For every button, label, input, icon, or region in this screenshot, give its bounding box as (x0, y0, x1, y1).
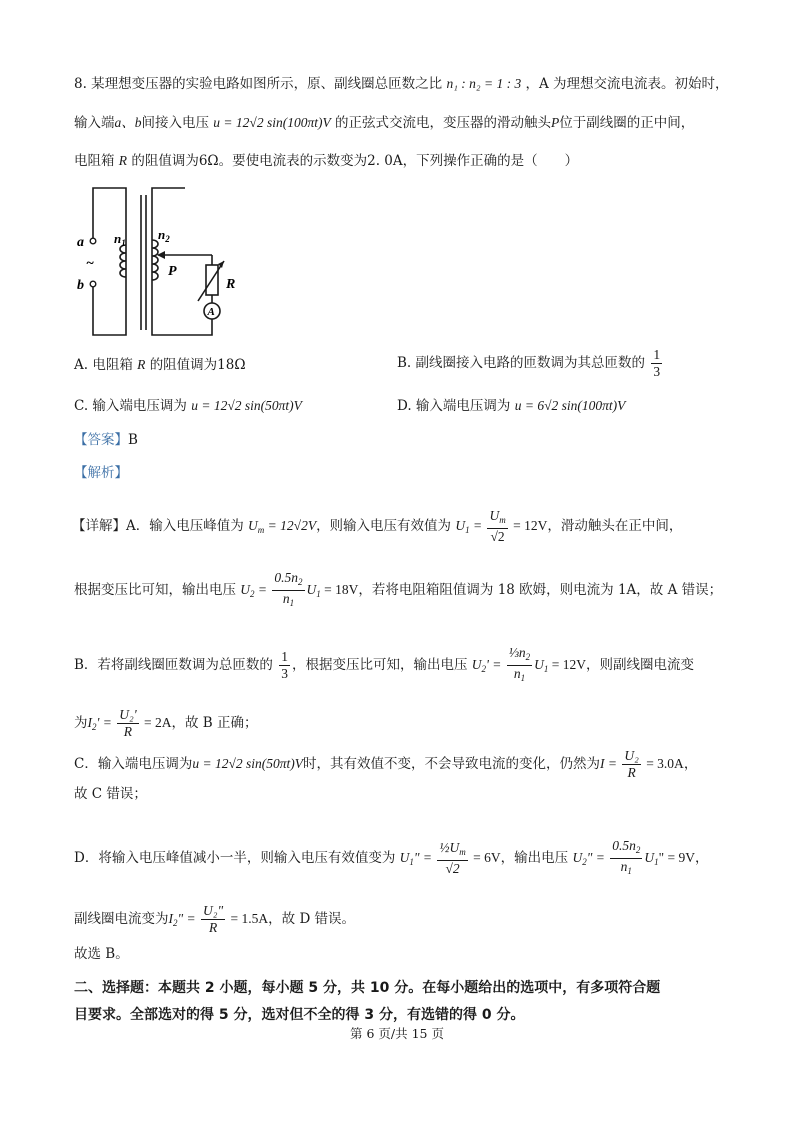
u1-expression: $U_1$ = (455, 518, 486, 535)
detail-text: D．将输入电压峰值减小一半，则输入电压有效值变为 (74, 850, 396, 866)
primary-coil (120, 245, 126, 277)
i2p-fraction: $\frac{\text{U₂'}}{R}$ (119, 707, 137, 739)
u2p-expression: $U_2'$ = (471, 657, 505, 674)
analysis-tag: 【解析】 (74, 465, 128, 481)
detail-text: ，则副线圈电流变 (586, 657, 695, 673)
detail-text: 副线圈电流变为 (74, 911, 169, 927)
detail-text: ，根据变压比可知，输出电压 (291, 657, 468, 673)
u2pp-value: " = 9V (658, 850, 695, 865)
detail-line-c2 (74, 784, 147, 804)
q-text: 输入端 (74, 115, 115, 131)
c-formula: u = 12√2 sin(50πt)V (192, 756, 303, 771)
detail-text: ，若将电阻箱阻值调为 18 欧姆，则电流为 1A，故 A 错误； (358, 582, 723, 598)
label-tilde: ~ (86, 256, 94, 271)
detail-text: ，输出电压 (500, 850, 569, 866)
detail-tag: 【详解】 (72, 518, 126, 534)
q-text: 位于副线圈的正中间， (559, 115, 695, 131)
detail-line-b2 (74, 707, 257, 740)
detail-text: ，滑动触头在正中间， (547, 518, 683, 534)
question-line-2 (74, 113, 694, 133)
option-d-formula: u = 6√2 sin(100πt)V (514, 398, 626, 413)
detail-text: 根据变压比可知，输出电压 (74, 582, 236, 598)
detail-line-d (74, 838, 708, 879)
detail-line-a (72, 508, 682, 545)
detail-text: A．输入电压峰值为 (126, 518, 244, 534)
option-b (397, 347, 664, 380)
i-value: = 3.0A (642, 756, 684, 771)
option-b-text: B. 副线圈接入电路的匝数调为其总匝数的 (397, 355, 646, 371)
detail-text: ， (694, 850, 709, 866)
answer-tag: 【答案】 (74, 432, 128, 448)
conclusion-line (74, 944, 129, 964)
detail-text: C．输入端电压调为 (74, 756, 193, 772)
detail-text: ，故 D 错误。 (268, 911, 356, 927)
q-var: P (551, 115, 560, 130)
detail-text: ，故 B 正确； (171, 715, 258, 731)
u1-ref: $U_1$ (534, 657, 549, 674)
section-heading-line-2: 目要求。全部选对的得 5 分，选对但不全的得 3 分，有选错的得 0 分。 (74, 1007, 525, 1023)
frac-num: 1 (653, 347, 661, 362)
um-expression: $U_m = 12√2V$ (248, 518, 317, 535)
option-a (74, 355, 246, 375)
frac-den: 3 (653, 364, 661, 379)
detail-line-c (74, 748, 697, 781)
terminal-b (90, 281, 96, 287)
detail-text: 为 (74, 715, 88, 731)
option-c-text: C. 输入端电压调为 (74, 398, 187, 414)
q-terms: a、b (114, 115, 142, 130)
u1pp-fraction: $\frac{\frac{1}{2}U_m}{√2}$ (439, 840, 466, 876)
turn-ratio: n₁ : n₂ = 1 : 3 (446, 76, 522, 91)
option-a-text: A. 电阻箱 (74, 357, 133, 373)
terminal-a (90, 238, 96, 244)
secondary-coil (152, 240, 158, 280)
label-n2: $n_2$ (158, 227, 170, 244)
u1pp-expression: $U_1$" = (399, 850, 436, 867)
q-text: 的阻值调为6Ω。要使电流表的示数变为2. 0A，下列操作正确的是（ ） (131, 153, 579, 169)
option-c (74, 396, 302, 416)
section-heading-line-1: 二、选择题：本题共 2 小题，每小题 5 分，共 10 分。在每小题给出的选项中，有多项符合题 (74, 980, 661, 996)
conclusion-text: 故选 B。 (74, 946, 129, 962)
question-line-1 (74, 74, 729, 94)
u2-fraction: $\frac{0.5n_2}{n_1}$ (274, 570, 303, 608)
i-expression: I = (600, 756, 621, 771)
i2pp-value: = 1.5A (227, 911, 269, 926)
ammeter-wire (185, 319, 212, 335)
q-text: ，A 为理想交流电流表。初始时， (525, 76, 729, 92)
u2-value: = 18V (320, 582, 359, 597)
i2p-value: = 2A (140, 715, 172, 730)
option-d (397, 396, 625, 416)
answer-value: B (128, 432, 138, 448)
analysis-line (74, 463, 128, 483)
option-c-formula: u = 12√2 sin(50πt)V (191, 398, 302, 413)
resistor-arrowhead (218, 261, 224, 268)
detail-text: B．若将副线圈匝数调为总匝数的 (74, 657, 273, 673)
q-text: 电阻箱 (74, 153, 115, 169)
detail-text: 时，其有效值不变，不会导致电流的变化，仍然为 (303, 756, 600, 772)
u2p-value: = 12V (548, 657, 587, 672)
page-footer: 第 6 页/共 15 页 (350, 1026, 444, 1041)
label-a: a (77, 235, 84, 250)
detail-line-b (74, 645, 694, 686)
voltage-formula: u = 12√2 sin(100πt)V (213, 115, 331, 130)
detail-text: ，则输入电压有效值为 (316, 518, 452, 534)
detail-line-d2 (74, 903, 355, 936)
q-var: R (118, 153, 128, 168)
detail-text: ， (683, 756, 698, 772)
option-d-text: D. 输入端电压调为 (397, 398, 511, 414)
u1-ref: $U_1$ (306, 582, 321, 599)
label-A: A (207, 306, 215, 318)
i2pp-fraction: $\frac{\text{U₂"}}{R}$ (203, 903, 224, 935)
detail-line-a2 (74, 570, 722, 611)
u1-fraction: $\frac{U_m}{√2}$ (489, 508, 506, 544)
option-a-text: 的阻值调为18Ω (149, 357, 246, 373)
i-fraction: $\frac{\text{U₂}}{R}$ (624, 748, 639, 780)
q-text: 间接入电压 (141, 115, 209, 131)
question-line-3 (74, 151, 578, 171)
transformer-circuit-figure (70, 185, 250, 345)
option-a-var: R (137, 357, 146, 372)
u2pp-fraction: $\frac{0.5n_2}{n_1}$ (612, 838, 641, 876)
q-text: 的正弦式交流电，变压器的滑动触头 (335, 115, 551, 131)
u2p-fraction: $\frac{\frac{1}{3}n_2}{n_1}$ (508, 645, 531, 683)
q-text: 8. 某理想变压器的实验电路如图所示，原、副线圈总匝数之比 (74, 76, 443, 92)
label-b: b (77, 278, 84, 293)
option-b-fraction (651, 347, 662, 380)
detail-text: 故 C 错误； (74, 786, 147, 802)
one-third-fraction: $\frac{1}{3}$ (281, 649, 288, 681)
u1pp-value: = 6V (469, 850, 501, 865)
u2pp-expression: $U_2$" = (572, 850, 609, 867)
label-n1: $n_1$ (114, 231, 126, 248)
u1-value: = 12V (509, 518, 548, 533)
label-P: P (168, 264, 177, 279)
label-R: R (226, 277, 236, 292)
u2-expression: $U_2$ = (240, 582, 271, 599)
answer-line (74, 430, 138, 450)
u1-ref: $U_1$ (644, 850, 659, 867)
i2p-expression: $I_2'$ = (87, 715, 116, 732)
i2pp-expression: $I_2$" = (168, 911, 200, 928)
